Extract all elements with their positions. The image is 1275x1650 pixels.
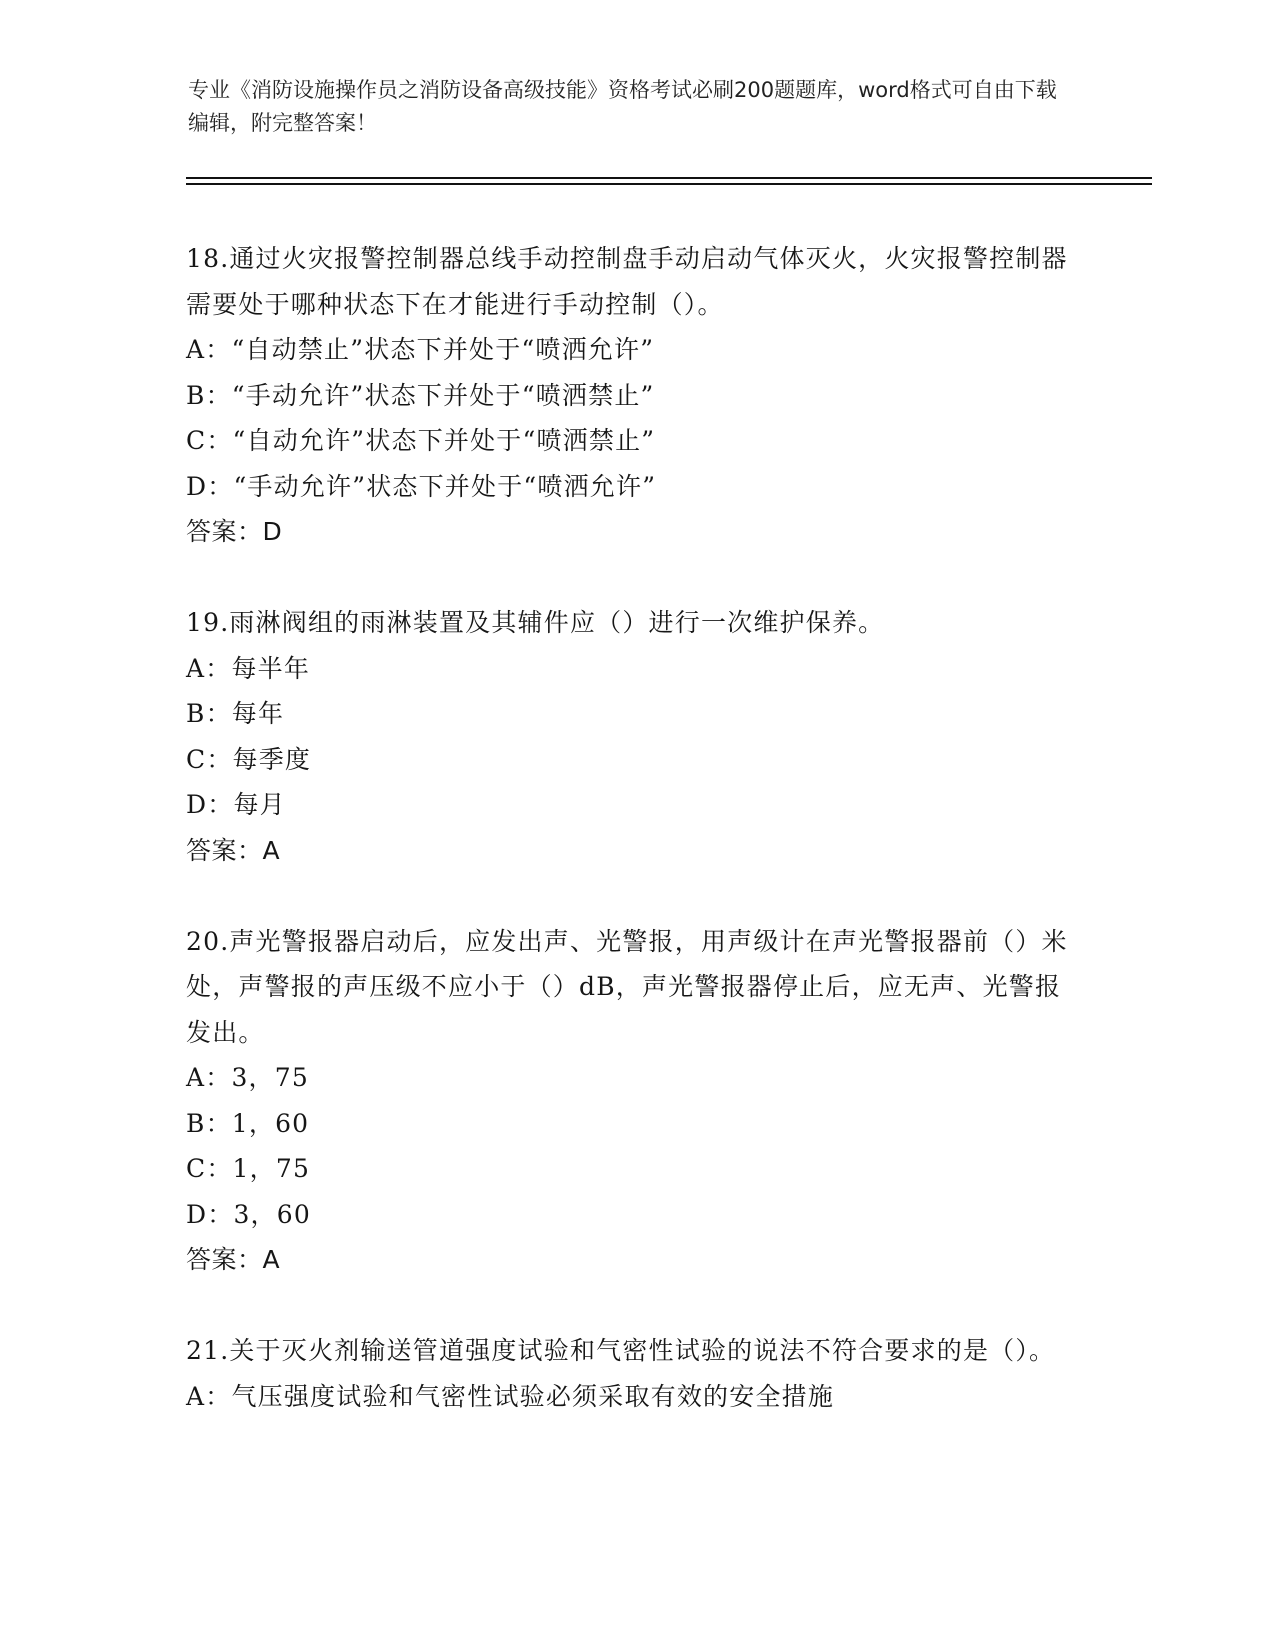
question-stem: 19.雨淋阀组的雨淋装置及其辅件应（）进行一次维护保养。 — [186, 608, 885, 637]
option-d: D：每月 — [186, 790, 286, 819]
option-c: C：“自动允许”状态下并处于“喷洒禁止” — [186, 426, 656, 455]
header-divider-bottom — [186, 183, 1152, 185]
question-19 — [186, 600, 1086, 873]
question-21 — [186, 1328, 1086, 1419]
option-a: A：“自动禁止”状态下并处于“喷洒允许” — [186, 335, 655, 364]
option-a: A：每半年 — [186, 653, 311, 683]
question-20 — [186, 919, 1086, 1283]
document-header: 专业《消防设施操作员之消防设备高级技能》资格考试必刷200题题库，word格式可自由下载编辑，附完整答案！ — [188, 78, 1057, 135]
question-stem: 20.声光警报器启动后，应发出声、光警报，用声级计在声光警报器前（）米处，声警报的声压级不应小于（）dB，声光警报器停止后，应无声、光警报发出。 — [186, 926, 1068, 1047]
option-d: D：3，60 — [186, 1199, 311, 1229]
option-b: B：1，60 — [186, 1108, 310, 1138]
answer-line: 答案：A — [186, 1245, 281, 1274]
option-b: B：每年 — [186, 699, 285, 728]
option-b: B：“手动允许”状态下并处于“喷洒禁止” — [186, 380, 655, 410]
header-divider-top — [186, 177, 1152, 179]
option-a: A：气压强度试验和气密性试验必须采取有效的安全措施 — [186, 1381, 835, 1411]
question-18 — [186, 236, 1086, 555]
question-list — [186, 236, 1086, 1465]
question-stem: 18.通过火灾报警控制器总线手动控制盘手动启动气体灭火，火灾报警控制器需要处于哪种状态下在才能进行手动控制（）。 — [186, 244, 1068, 319]
option-a: A：3，75 — [186, 1063, 309, 1092]
option-c: C：1，75 — [186, 1154, 311, 1183]
answer-line: 答案：A — [186, 835, 281, 865]
option-c: C：每季度 — [186, 744, 312, 774]
option-d: D：“手动允许”状态下并处于“喷洒允许” — [186, 471, 657, 501]
answer-line: 答案：D — [186, 517, 283, 546]
question-stem: 21.关于灭火剂输送管道强度试验和气密性试验的说法不符合要求的是（）。 — [186, 1336, 1056, 1365]
